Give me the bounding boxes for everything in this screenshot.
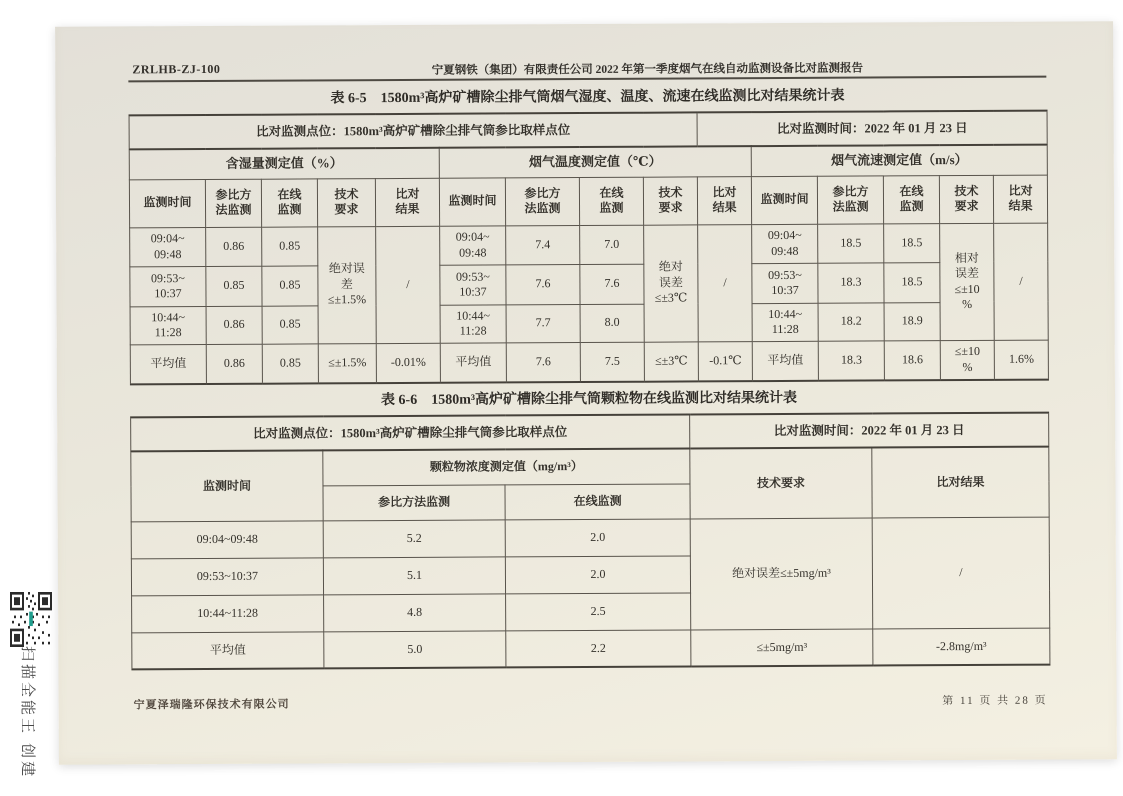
- avg-label: 平均值: [752, 341, 818, 381]
- camscanner-qr-code-icon: [10, 592, 52, 647]
- t65-site-cell: 比对监测点位：1580m³高炉矿槽除尘排气筒参比取样点位: [129, 112, 697, 149]
- footer-page-number: 第 11 页 共 28 页: [942, 694, 1048, 708]
- cell: ≤±1.5%: [318, 343, 376, 383]
- table-6-6: [130, 412, 1050, 671]
- cell: 09:53~ 10:37: [130, 266, 206, 306]
- cell: 18.3: [818, 340, 884, 380]
- cell: 09:04~ 09:48: [130, 227, 206, 266]
- cell: 2.2: [506, 629, 691, 667]
- t65-temperature-tech-requirement: 绝对 误差 ≤±3℃: [644, 224, 699, 341]
- scanned-page: [55, 21, 1117, 765]
- avg-label: 平均值: [130, 344, 206, 384]
- t65-velocity-tech-requirement: 相对 误差 ≤±10 %: [940, 223, 995, 340]
- col-header-concentration: 颗粒物浓度测定值（mg/m³）: [323, 448, 690, 485]
- col-header-ref: 参比方法监测: [323, 484, 505, 520]
- camscanner-watermark-text: 扫描全能王 创建: [19, 646, 36, 780]
- t65-humidity-tech-requirement: 绝对误 差 ≤±1.5%: [318, 226, 377, 343]
- col-header-tech: 技术要求: [690, 448, 872, 519]
- col-header-online: 在线 监测: [261, 178, 317, 226]
- col-header-online: 在线 监测: [883, 175, 939, 223]
- cell: 18.5: [818, 223, 884, 262]
- cell: 5.0: [324, 630, 506, 668]
- col-header-result: 比对 结果: [993, 175, 1047, 223]
- cell: 10:44~ 11:28: [130, 306, 206, 344]
- cell: 2.5: [506, 592, 691, 630]
- cell: 18.3: [818, 262, 884, 302]
- cell: 7.5: [580, 342, 644, 382]
- cell: 0.86: [206, 227, 262, 266]
- cell: 0.86: [206, 306, 262, 344]
- document-header: [128, 54, 1046, 83]
- cell: 0.85: [262, 305, 318, 343]
- document-code: ZRLHB-ZJ-100: [132, 61, 221, 77]
- cell: 7.7: [506, 304, 580, 342]
- page-content: [128, 22, 1050, 765]
- col-header-ref: 参比方 法监测: [817, 175, 883, 223]
- t66-site-cell: 比对监测点位：1580m³高炉矿槽除尘排气筒参比取样点位: [131, 414, 690, 451]
- cell: 18.9: [884, 302, 940, 340]
- cell: 7.6: [580, 264, 644, 304]
- t65-temperature-result: /: [698, 224, 753, 341]
- document-header-title: 宁夏钢铁（集团）有限责任公司 2022 年第一季度烟气在线自动监测设备比对监测报告: [431, 62, 863, 77]
- cell: 7.4: [506, 225, 580, 264]
- table-6-5-title: 表 6-5 1580m³高炉矿槽除尘排气筒烟气湿度、温度、流速在线监测比对结果统计表: [330, 88, 845, 107]
- table-6-5: [129, 110, 1050, 386]
- cell: ≤±10 %: [940, 340, 994, 380]
- cell: 18.2: [818, 302, 884, 340]
- t65-group-humidity: 含湿量测定值（%）: [129, 148, 439, 180]
- avg-label: 平均值: [132, 631, 324, 669]
- cell: -0.01%: [376, 343, 440, 383]
- col-header-result: 比对 结果: [375, 178, 439, 226]
- cell: 18.6: [884, 340, 940, 380]
- col-header-online: 在线 监测: [579, 177, 643, 225]
- cell: 09:53~ 10:37: [440, 264, 506, 304]
- cell: 8.0: [580, 304, 644, 342]
- cell: 18.5: [884, 223, 940, 262]
- t65-time-cell: 比对监测时间：2022 年 01 月 23 日: [697, 111, 1047, 147]
- cell: 0.85: [262, 343, 318, 383]
- cell: 18.5: [884, 262, 940, 302]
- cell: 5.2: [323, 519, 505, 557]
- cell: 09:04~ 09:48: [752, 224, 818, 263]
- cell: 0.85: [262, 226, 318, 265]
- cell: -0.1℃: [698, 341, 752, 381]
- col-header-tech: 技术 要求: [643, 176, 697, 224]
- col-header-result: 比对结果: [872, 447, 1049, 518]
- cell: 7.6: [506, 342, 580, 382]
- t65-group-velocity: 烟气流速测定值（m/s）: [751, 145, 1047, 177]
- cell: 0.86: [206, 344, 262, 384]
- cell: 1.6%: [994, 340, 1048, 380]
- col-header-time: 监测时间: [129, 179, 205, 227]
- t65-group-temperature: 烟气温度测定值（℃）: [439, 146, 751, 178]
- cell: 0.85: [206, 266, 262, 306]
- cell: 09:53~10:37: [131, 557, 323, 595]
- t66-tech-requirement: 绝对误差≤±5mg/m³: [690, 518, 873, 630]
- cell: 10:44~ 11:28: [752, 303, 818, 341]
- col-header-result: 比对 结果: [697, 176, 751, 224]
- cell: -2.8mg/m³: [873, 628, 1050, 666]
- col-header-ref: 参比方 法监测: [505, 177, 579, 225]
- cell: 09:04~ 09:48: [440, 225, 506, 264]
- cell: 09:04~09:48: [131, 520, 323, 558]
- cell: 4.8: [324, 593, 506, 631]
- table-6-6-title: 表 6-6 1580m³高炉矿槽除尘排气筒颗粒物在线监测比对结果统计表: [380, 390, 798, 409]
- col-header-time: 监测时间: [751, 176, 817, 224]
- col-header-time: 监测时间: [439, 177, 505, 225]
- cell: 7.6: [506, 264, 580, 304]
- document-footer: [132, 692, 1050, 712]
- cell: 10:44~ 11:28: [440, 304, 506, 342]
- col-header-ref: 参比方 法监测: [205, 179, 261, 227]
- col-header-tech: 技术 要求: [317, 178, 375, 226]
- t66-result: /: [872, 517, 1050, 629]
- cell: 10:44~11:28: [132, 594, 324, 632]
- avg-label: 平均值: [440, 342, 506, 382]
- t65-velocity-result: /: [994, 223, 1049, 340]
- cell: 2.0: [505, 518, 690, 556]
- cell: 09:53~ 10:37: [752, 263, 818, 303]
- cell: 5.1: [323, 556, 505, 594]
- cell: ≤±3℃: [644, 341, 698, 381]
- cell: 2.0: [505, 555, 690, 593]
- col-header-time: 监测时间: [131, 450, 323, 521]
- cell: 7.0: [580, 225, 644, 264]
- t66-time-cell: 比对监测时间：2022 年 01 月 23 日: [690, 413, 1049, 449]
- col-header-tech: 技术 要求: [939, 175, 993, 223]
- t65-humidity-result: /: [376, 226, 441, 343]
- col-header-online: 在线监测: [505, 483, 690, 519]
- cell: 0.85: [262, 265, 318, 305]
- footer-company: 宁夏泽瑞隆环保技术有限公司: [133, 698, 290, 712]
- cell: ≤±5mg/m³: [691, 629, 873, 667]
